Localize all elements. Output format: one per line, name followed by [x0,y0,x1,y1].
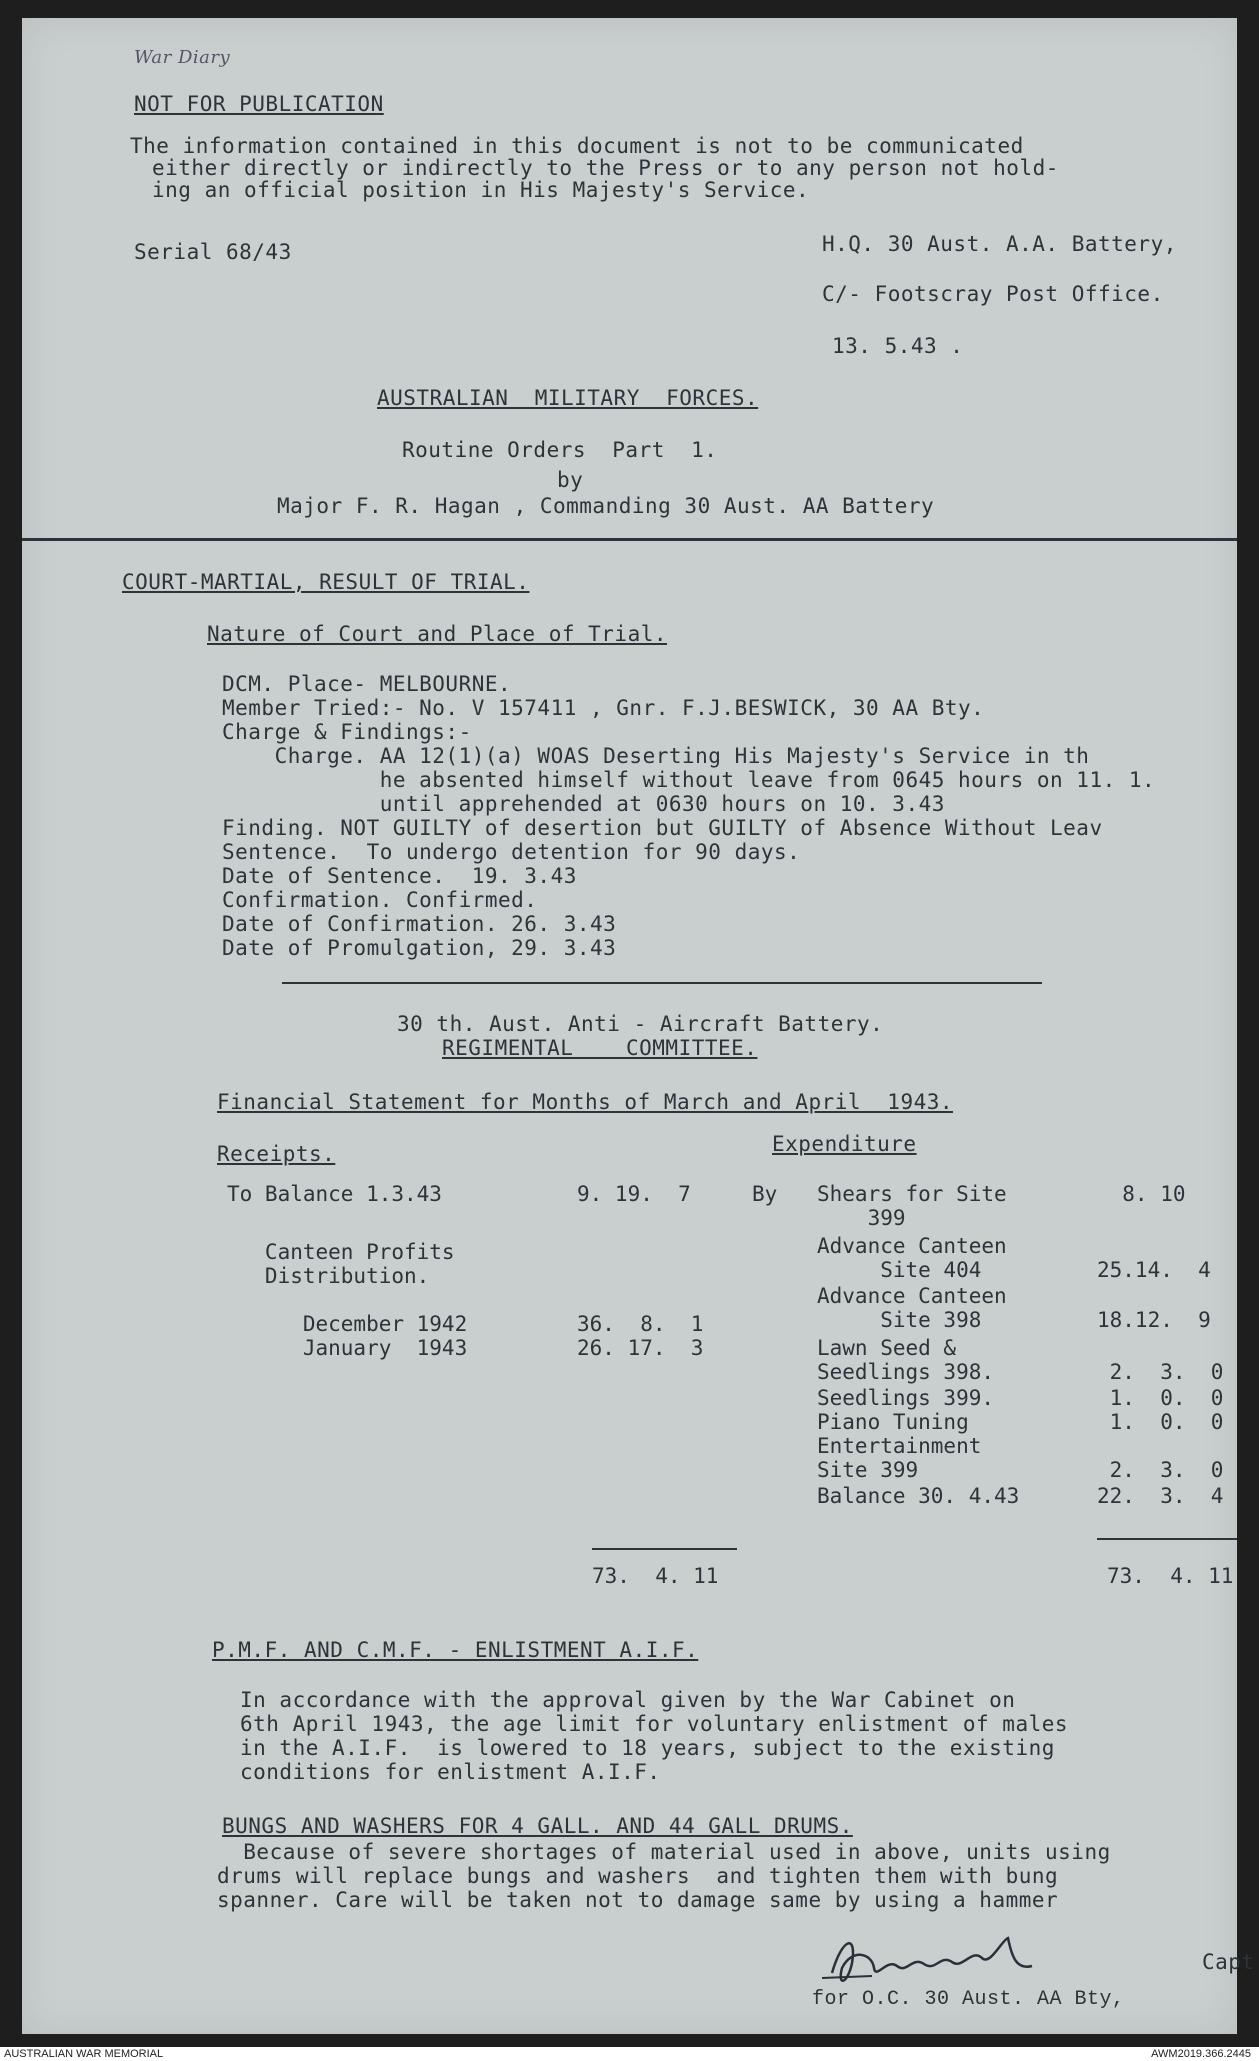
expenditure-label: Advance Canteen Site 398 [817,1284,1007,1332]
trial-line: Finding. NOT GUILTY of desertion but GUILTY of Absence Without Leav [222,816,1103,840]
bungs-line: Because of severe shortages of material used in above, units using [217,1840,1111,1864]
expenditure-amount: 1. 0. 0 [1097,1386,1224,1410]
receipt-label: Canteen Profits [227,1240,455,1264]
enlistment-line: 6th April 1943, the age limit for voluntary enlistment of males [240,1712,1069,1736]
court-martial-heading: COURT-MARTIAL, RESULT OF TRIAL. [122,570,530,594]
by-word: By [752,1182,778,1206]
receipt-amount: 26. 17. 3 [577,1336,704,1360]
document-page [22,18,1255,2034]
enlistment-line: in the A.I.F. is lowered to 18 years, subject to the existing [240,1736,1055,1760]
signature-rank: Capt [1202,1950,1255,1974]
committee-name: REGIMENTAL COMMITTEE. [442,1036,758,1060]
receipt-amount: 36. 8. 1 [577,1312,704,1336]
trial-line: Date of Sentence. 19. 3.43 [222,864,577,888]
enlistment-line: In accordance with the approval given by the War Cabinet on [240,1688,1016,1712]
trial-line: until apprehended at 0630 hours on 10. 3.43 [222,792,945,816]
trial-line: Charge. AA 12(1)(a) WOAS Deserting His Majesty's Service in th [222,744,1090,768]
unit-address: H.Q. 30 Aust. A.A. Battery, [822,232,1177,256]
receipt-label: January 1943 [227,1336,468,1360]
trial-line: Sentence. To undergo detention for 90 days. [222,840,801,864]
receipts-total-rule [592,1548,737,1550]
receipt-label: Distribution. [227,1264,430,1288]
serial-number: Serial 68/43 [134,240,292,264]
trial-line: DCM. Place- MELBOURNE. [222,672,512,696]
expenditure-amount: 25.14. 4 [1097,1258,1211,1282]
trial-line: Charge & Findings:- [222,720,472,744]
notice-line-1: The information contained in this document is not to be communicated [130,134,1024,158]
trial-divider [282,982,1042,984]
commander-line: Major F. R. Hagan , Commanding 30 Aust. AA Battery [277,494,935,518]
bungs-heading: BUNGS AND WASHERS FOR 4 GALL. AND 44 GALL DRUMS. [222,1814,853,1838]
signature-for-line: for O.C. 30 Aust. AA Bty, [812,1988,1125,2011]
trial-line: Member Tried:- No. V 157411 , Gnr. F.J.BESWICK, 30 AA Bty. [222,696,985,720]
notice-line-3: ing an official position in His Majesty's Service. [152,178,810,202]
footer-right-label: AWM2019.366.2445 [1151,2048,1251,2060]
bungs-line: spanner. Care will be taken not to damage same by using a hammer [217,1888,1059,1912]
court-martial-subheading: Nature of Court and Place of Trial. [207,622,668,646]
expenditure-amount: 22. 3. 4 [1097,1484,1224,1508]
expenditure-amount: 18.12. 9 [1097,1308,1211,1332]
trial-line: Confirmation. Confirmed. [222,888,538,912]
bungs-line: drums will replace bungs and washers and tighten them with bung [217,1864,1059,1888]
receipt-amount: 9. 19. 7 [577,1182,691,1206]
financial-statement-title: Financial Statement for Months of March and April 1943. [217,1090,954,1114]
enlistment-heading: P.M.F. AND C.M.F. - ENLISTMENT A.I.F. [212,1638,699,1662]
expenditure-label: Entertainment Site 399 [817,1434,982,1482]
handwritten-annotation: War Diary [134,47,231,68]
expenditure-label: Shears for Site 399 [817,1182,1007,1230]
expenditure-label: Piano Tuning [817,1410,969,1434]
trial-line: Date of Confirmation. 26. 3.43 [222,912,617,936]
expenditure-total: 73. 4. 11 [1107,1564,1234,1588]
expenditure-amount: 2. 3. 0 [1097,1458,1224,1482]
notice-line-2: either directly or indirectly to the Press or to any person not hold- [152,156,1059,180]
restriction-heading: NOT FOR PUBLICATION [134,92,384,116]
expenditure-label: Seedlings 399. [817,1386,995,1410]
expenditure-heading: Expenditure [772,1132,917,1156]
post-office: C/- Footscray Post Office. [822,282,1164,306]
trial-line: Date of Promulgation, 29. 3.43 [222,936,617,960]
header-divider [22,538,1237,541]
orders-title: Routine Orders Part 1. [402,438,718,462]
expenditure-amount: 2. 3. 0 [1097,1360,1224,1384]
expenditure-label: Balance 30. 4.43 [817,1484,1020,1508]
receipt-label: December 1942 [227,1312,468,1336]
receipt-label: To Balance 1.3.43 [227,1182,442,1206]
expenditure-amount: 1. 0. 0 [1097,1410,1224,1434]
force-title: AUSTRALIAN MILITARY FORCES. [377,386,759,410]
signature-mark [812,1918,1112,1998]
committee-unit: 30 th. Aust. Anti - Aircraft Battery. [397,1012,884,1036]
order-date: 13. 5.43 . [832,334,964,358]
archive-footer [0,2047,1259,2061]
expenditure-label: Lawn Seed & Seedlings 398. [817,1336,995,1384]
expenditure-amount: 8. 10 [1097,1182,1186,1206]
trial-line: he absented himself without leave from 0645 hours on 11. 1. [222,768,1156,792]
expenditure-total-rule [1097,1538,1237,1540]
orders-by: by [557,468,584,492]
footer-left-label: AUSTRALIAN WAR MEMORIAL [4,2048,164,2060]
enlistment-line: conditions for enlistment A.I.F. [240,1760,661,1784]
receipts-total: 73. 4. 11 [592,1564,719,1588]
expenditure-label: Advance Canteen Site 404 [817,1234,1007,1282]
receipts-heading: Receipts. [217,1142,336,1166]
